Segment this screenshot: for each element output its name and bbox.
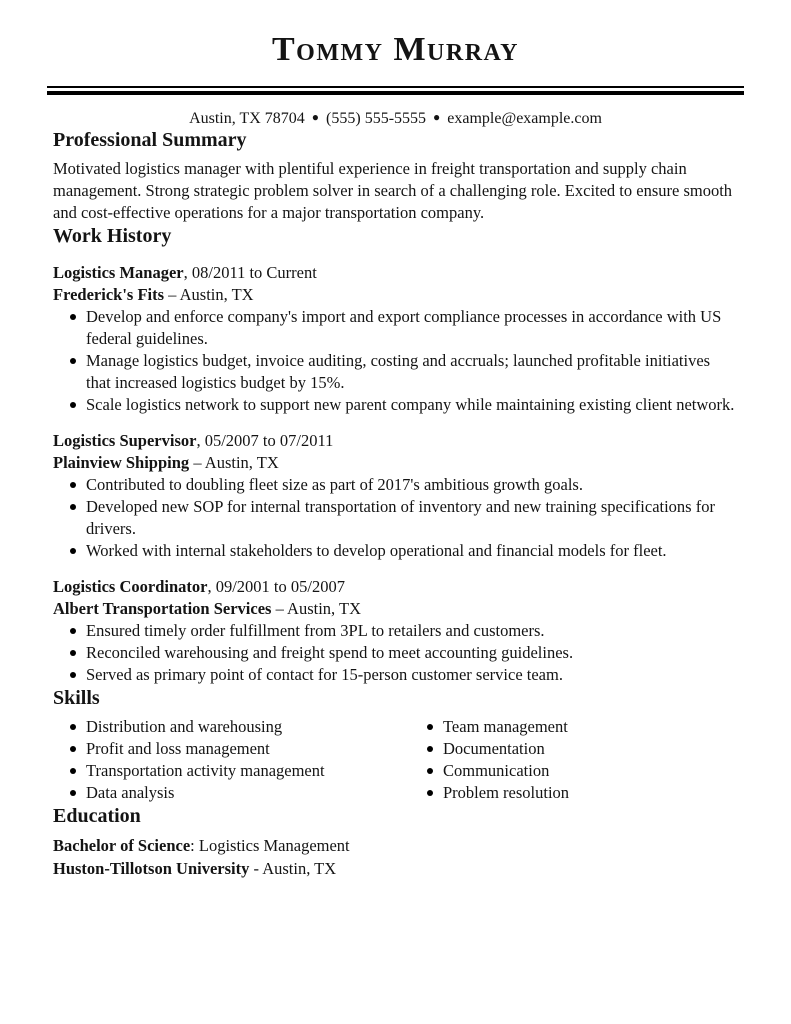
bullet-marker-icon	[427, 768, 433, 774]
bullet-marker-icon	[70, 768, 76, 774]
education-school-location: - Austin, TX	[249, 859, 337, 878]
skill-item	[70, 760, 410, 782]
job-title-line	[53, 576, 738, 598]
bullet-text: Manage logistics budget, invoice auditing, costing and accruals; launched profitable initiatives that increased logistics budget by 15%.	[86, 351, 711, 392]
bullet-item	[70, 306, 738, 350]
education-degree	[53, 834, 738, 857]
bullet-marker-icon	[70, 314, 76, 320]
job-company: Frederick's Fits	[53, 285, 165, 304]
skill-item	[70, 716, 410, 738]
bullet-text: Ensured timely order fulfillment from 3PL to retailers and customers.	[86, 621, 545, 640]
section-heading-summary: Professional Summary	[53, 129, 247, 151]
job-entry	[53, 576, 738, 686]
summary-text: Motivated logistics manager with plentiful experience in freight transportation and supply chain management. Strong strategic problem solver in search of a challenging role. Excited to ensure smooth and cost-effective operations for a major transportation company.	[53, 159, 733, 222]
skill-item	[70, 738, 410, 760]
bullet-marker-icon	[70, 548, 76, 554]
skill-item	[70, 782, 410, 804]
job-company: Albert Transportation Services	[53, 599, 272, 618]
skills-list-right	[410, 716, 569, 804]
bullet-text: Develop and enforce company's import and export compliance processes in accordance with US federal guidelines.	[86, 307, 722, 348]
job-title: Logistics Manager	[53, 263, 184, 282]
job-company: Plainview Shipping	[53, 453, 190, 472]
bullet-marker-icon	[427, 790, 433, 796]
bullet-item	[70, 664, 738, 686]
bullet-marker-icon	[70, 402, 76, 408]
job-title: Logistics Coordinator	[53, 577, 208, 596]
contact-line	[53, 108, 738, 128]
bullet-item	[70, 620, 738, 642]
contact-email: example@example.com	[447, 110, 602, 127]
bullet-marker-icon	[70, 746, 76, 752]
bullet-marker-icon	[427, 724, 433, 730]
job-company-line	[53, 284, 738, 306]
section-heading-work-history: Work History	[53, 225, 172, 247]
bullet-separator-icon: ●	[433, 110, 441, 124]
bullet-marker-icon	[427, 746, 433, 752]
bullet-item	[70, 350, 738, 394]
section-heading-education: Education	[53, 805, 141, 827]
skill-item	[427, 760, 569, 782]
skill-text: Documentation	[443, 739, 545, 758]
bullet-item	[70, 642, 738, 664]
skill-text: Profit and loss management	[86, 739, 270, 758]
job-company-line	[53, 452, 738, 474]
bullet-marker-icon	[70, 628, 76, 634]
job-entry	[53, 262, 738, 416]
bullet-marker-icon	[70, 358, 76, 364]
bullet-item	[70, 540, 738, 562]
skill-text: Team management	[443, 717, 568, 736]
job-title: Logistics Supervisor	[53, 431, 197, 450]
skill-item	[427, 738, 569, 760]
skill-text: Communication	[443, 761, 550, 780]
skills-columns	[53, 716, 738, 804]
contact-location: Austin, TX 78704	[189, 110, 305, 127]
header-divider	[47, 86, 744, 95]
education-degree-label: Bachelor of Science	[53, 836, 191, 855]
skill-text: Transportation activity management	[86, 761, 325, 780]
job-location: – Austin, TX	[164, 285, 254, 304]
bullet-item	[70, 474, 738, 496]
job-title-line	[53, 430, 738, 452]
bullet-marker-icon	[70, 504, 76, 510]
job-location: – Austin, TX	[271, 599, 361, 618]
skill-item	[427, 782, 569, 804]
bullet-item	[70, 394, 738, 416]
education-school-name: Huston-Tillotson University	[53, 859, 250, 878]
job-dates: , 05/2007 to 07/2011	[196, 431, 334, 450]
bullet-marker-icon	[70, 650, 76, 656]
job-bullet-list	[53, 306, 738, 416]
job-bullet-list	[53, 474, 738, 562]
bullet-text: Reconciled warehousing and freight spend to meet accounting guidelines.	[86, 643, 574, 662]
bullet-marker-icon	[70, 672, 76, 678]
header-divider-thick-line	[47, 91, 744, 95]
education-school	[53, 857, 738, 880]
skill-item	[427, 716, 569, 738]
job-company-line	[53, 598, 738, 620]
job-entry	[53, 430, 738, 562]
skill-text: Distribution and warehousing	[86, 717, 283, 736]
bullet-text: Worked with internal stakeholders to develop operational and financial models for fleet.	[86, 541, 667, 560]
resume-name: Tommy Murray	[271, 31, 520, 68]
job-bullet-list	[53, 620, 738, 686]
bullet-item	[70, 496, 738, 540]
skills-list-left	[53, 716, 410, 804]
bullet-text: Developed new SOP for internal transportation of inventory and new training specifications for drivers.	[86, 497, 715, 538]
contact-phone: (555) 555-5555	[326, 110, 427, 127]
bullet-text: Served as primary point of contact for 15-person customer service team.	[86, 665, 563, 684]
skill-text: Data analysis	[86, 783, 175, 802]
job-location: – Austin, TX	[189, 453, 279, 472]
skill-text: Problem resolution	[443, 783, 570, 802]
bullet-separator-icon: ●	[311, 110, 320, 124]
job-dates: , 09/2001 to 05/2007	[207, 577, 345, 596]
education-degree-field: : Logistics Management	[190, 836, 350, 855]
job-dates: , 08/2011 to Current	[183, 263, 317, 282]
bullet-marker-icon	[70, 724, 76, 730]
bullet-marker-icon	[70, 482, 76, 488]
bullet-text: Scale logistics network to support new parent company while maintaining existing client network.	[86, 395, 735, 414]
section-heading-skills: Skills	[53, 687, 100, 709]
bullet-text: Contributed to doubling fleet size as part of 2017's ambitious growth goals.	[86, 475, 583, 494]
job-title-line	[53, 262, 738, 284]
bullet-marker-icon	[70, 790, 76, 796]
